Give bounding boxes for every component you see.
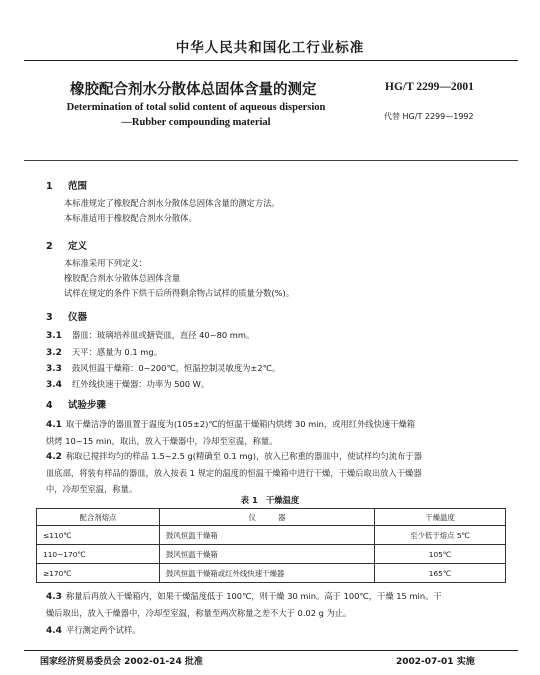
paragraph-number: 4.1 [46, 420, 62, 430]
footer-rule [24, 650, 518, 651]
standard-org-title: 中华人民共和国化工行业标准 [175, 40, 365, 56]
table-cell: 105℃ [375, 545, 506, 564]
item-number: 3.3 [46, 364, 62, 374]
table-cell: 165℃ [375, 564, 506, 583]
table-header-row [37, 509, 506, 526]
table-cell: 鼓风恒温干燥箱或红外线快速干燥器 [160, 564, 375, 583]
table-row [37, 564, 506, 583]
item-3-2 [46, 346, 162, 358]
column-header: 仪 器 [160, 509, 375, 526]
title-en-line2: —Rubber compounding material [121, 117, 271, 128]
section-number: 4 [46, 400, 53, 411]
paragraph-number: 4.2 [46, 452, 62, 462]
section-rule [24, 160, 518, 161]
paragraph-4-4 [46, 622, 508, 639]
section-number: 2 [46, 241, 53, 252]
table-row [37, 545, 506, 564]
item-3-1 [46, 329, 254, 341]
paragraph-text: 烘烤 10~15 min，取出，放入干燥器中，冷却至室温，称量。 [46, 436, 278, 446]
table-caption: 表 1 干燥温度 [240, 495, 300, 505]
table-cell: 至少低于熔点 5℃ [375, 526, 506, 545]
item-text: 器皿：玻璃培养皿或搪瓷皿，直径 40~80 mm。 [72, 330, 255, 340]
item-text: 红外线快速干燥器：功率为 500 W。 [72, 379, 210, 389]
title-en-line1: Determination of total solid content of aqueous dispersion [66, 102, 326, 113]
paragraph-text: 称量后再放入干燥箱内，如果干燥温度低于 100℃，则干燥 30 min。高于 100℃，干燥 15 min。干 [65, 591, 442, 601]
section-title: 范围 [68, 181, 88, 192]
section-title: 试验步骤 [68, 400, 107, 411]
section-title: 仪器 [68, 312, 88, 323]
column-header: 干燥温度 [375, 509, 506, 526]
section-number: 3 [46, 312, 53, 323]
section-1-line-1: 本标准规定了橡胶配合剂水分散体总固体含量的测定方法。 [64, 198, 280, 208]
paragraph-text: 燥后取出，放入干燥器中，冷却至室温，称量至两次称量之差不大于 0.02 g 为止。 [46, 608, 352, 618]
paragraph-text: 取干燥洁净的器皿置于温度为(105±2)℃的恒温干燥箱内烘烤 30 min，或用红外线快速干燥箱 [65, 419, 416, 429]
paragraph-4-1 [46, 416, 508, 449]
table-row [37, 526, 506, 545]
approval-note: 国家经济贸易委员会 2002-01-24 批准 [40, 657, 203, 667]
table-cell: 鼓风恒温干燥箱 [160, 526, 375, 545]
paragraph-4-3 [46, 588, 508, 621]
section-2-line-2: 橡胶配合剂水分散体总固体含量 [64, 273, 181, 283]
paragraph-number: 4.4 [46, 626, 62, 636]
section-3-heading [46, 309, 87, 323]
section-2-line-3: 试样在规定的条件下烘干后所得剩余物占试样的质量分数(%)。 [64, 288, 295, 298]
table-cell: 110~170℃ [37, 545, 160, 564]
section-1-heading [46, 178, 87, 192]
item-number: 3.4 [46, 380, 62, 390]
item-3-4 [46, 378, 209, 390]
replaces-note: 代替 HG/T 2299—1992 [384, 112, 474, 121]
item-number: 3.2 [46, 348, 62, 358]
drying-temperature-table [36, 508, 506, 583]
item-number: 3.1 [46, 331, 62, 341]
section-number: 1 [46, 181, 53, 192]
item-text: 鼓风恒温干燥箱：0~200℃，恒温控制灵敏度为±2℃。 [72, 363, 281, 373]
section-title: 定义 [68, 241, 88, 252]
paragraph-text: 中，冷却至室温，称量。 [46, 484, 138, 494]
item-3-3 [46, 362, 280, 374]
paragraph-text: 皿底部，将装有样品的器皿，放入按表 1 规定的温度的恒温干燥箱中进行干燥，干燥后取出放入干燥器 [46, 468, 422, 478]
section-2-line-1: 本标准采用下列定义： [64, 258, 147, 268]
paragraph-text: 称取已搅拌均匀的样品 1.5~2.5 g(精确至 0.1 mg)，放入已称重的器皿中，使试样均匀流布于器 [65, 451, 422, 461]
paragraph-number: 4.3 [46, 592, 62, 602]
section-4-heading [46, 397, 106, 411]
header-rule [24, 60, 518, 61]
table-cell: 鼓风恒温干燥箱 [160, 545, 375, 564]
document-title-cn: 橡胶配合剂水分散体总固体含量的测定 [70, 82, 317, 98]
standard-number: HG/T 2299—2001 [385, 81, 474, 93]
section-2-heading [46, 238, 87, 252]
section-1-line-2: 本标准适用于橡胶配合剂水分散体。 [64, 213, 197, 223]
table-cell: ≥170℃ [37, 564, 160, 583]
paragraph-text: 平行测定两个试样。 [65, 625, 141, 635]
item-text: 天平：感量为 0.1 mg。 [72, 347, 162, 357]
implementation-date: 2002-07-01 实施 [396, 657, 475, 667]
paragraph-4-2 [46, 448, 508, 497]
table-cell: ≤110℃ [37, 526, 160, 545]
column-header: 配合剂熔点 [37, 509, 160, 526]
document-title-en [46, 100, 346, 130]
